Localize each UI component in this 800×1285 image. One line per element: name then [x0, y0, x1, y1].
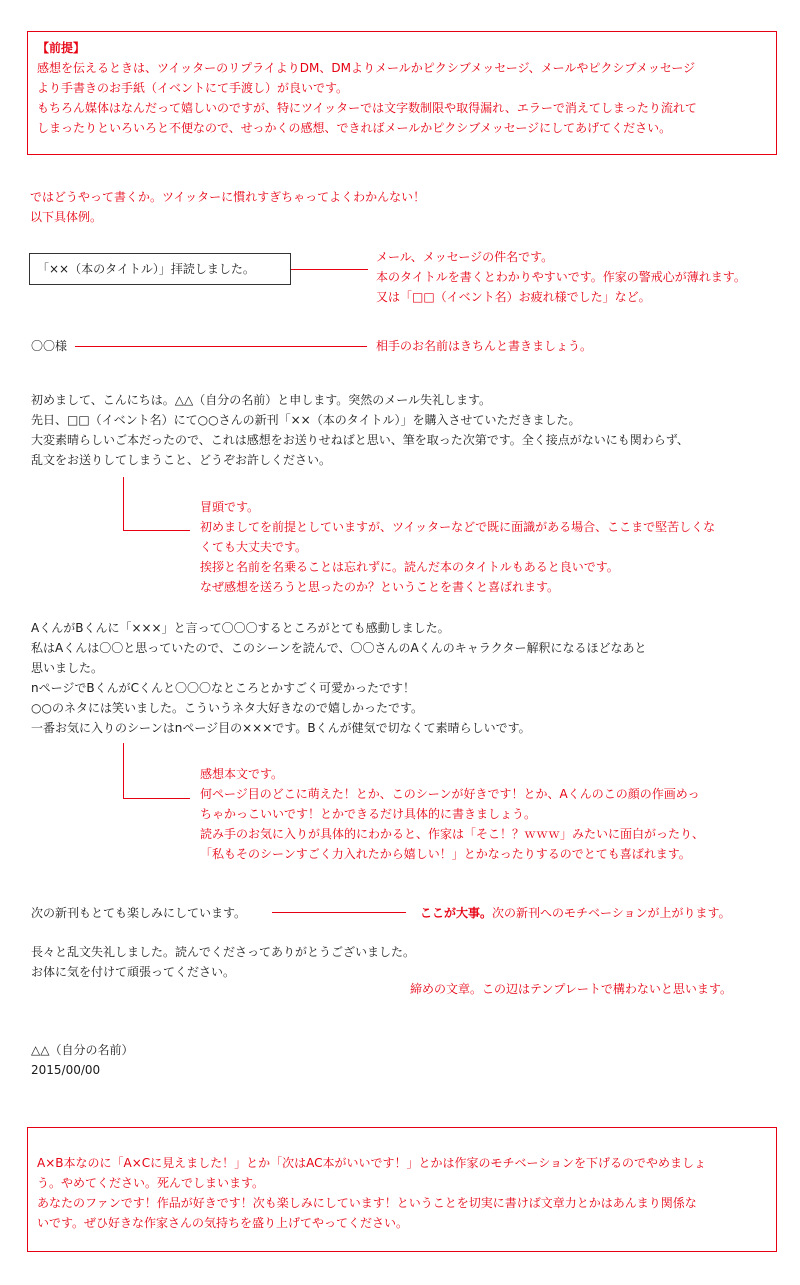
premise-line: しまったりといろいろと不便なので、せっかくの感想、できればメールかピクシブメッセージにしてあげてください。 [37, 121, 672, 135]
opening-note: くても大丈夫です。 [200, 540, 308, 554]
intro-line: ではどうやって書くか。ツイッターに慣れすぎちゃってよくわかんない！ [30, 190, 426, 204]
opening-note: 冒頭です。 [200, 500, 260, 514]
body-note: ちゃかっこいいです！とかできるだけ具体的に書きましょう。 [200, 807, 537, 821]
subject-example: 「××（本のタイトル）」拝読しました。 [37, 262, 255, 276]
opening-notes [200, 497, 715, 597]
next-connector-line [272, 912, 406, 913]
intro-line: 以下具体例。 [30, 210, 103, 224]
closing-line: お体に気を付けて頑張ってください。 [31, 965, 236, 979]
opening-example [31, 390, 689, 470]
premise-heading: 【前提】 [37, 41, 86, 55]
premise-text [37, 38, 772, 138]
body-line: AくんがBくんに「×××」と言って〇〇〇するところがとても感動しました。 [31, 621, 450, 635]
next-note [420, 903, 731, 923]
subject-note: 又は「□□（イベント名）お疲れ様でした」など。 [376, 290, 651, 304]
warning-line: A×B本なのに「A×Cに見えました！」とか「次はAC本がいいです！」とかは作家のモチベーションを下げるのでやめましょ [37, 1156, 707, 1170]
body-connector-horizontal [123, 798, 190, 799]
closing-example [31, 942, 415, 982]
premise-line: もちろん媒体はなんだって嬉しいのですが、特にツイッターでは文字数制限や取得漏れ、エラーで消えてしまったり流れて [37, 101, 697, 115]
body-line: nページでBくんがCくんと〇〇〇なところとかすごく可愛かったです！ [31, 681, 415, 695]
warning-line: いです。ぜひ好きな作家さんの気持ちを盛り上げてやってください。 [37, 1216, 409, 1230]
signature [31, 1040, 133, 1080]
opening-line: 先日、□□（イベント名）にて○○さんの新刊「××（本のタイトル）」を購入させていただきました。 [31, 413, 581, 427]
signature-name: △△（自分の名前） [31, 1043, 134, 1057]
subject-notes [376, 247, 746, 307]
closing-line: 長々と乱文失礼しました。読んでくださってありがとうございました。 [31, 945, 416, 959]
subject-connector-line [291, 269, 368, 270]
body-line: 一番お気に入りのシーンはnページ目の×××です。Bくんが健気で切なくて素晴らしいです。 [31, 721, 531, 735]
salutation-connector-line [75, 346, 367, 347]
opening-note: なぜ感想を送ろうと思ったのか？ということを書くと喜ばれます。 [200, 580, 560, 594]
intro-text [30, 187, 425, 227]
body-notes [200, 764, 704, 864]
next-note-rest: 次の新刊へのモチベーションが上がります。 [492, 906, 731, 920]
body-line: 私はAくんは〇〇と思っていたので、このシーンを読んで、〇〇さんのAくんのキャラクター解釈になるほどなあと [31, 641, 647, 655]
body-note: 読み手のお気に入りが具体的にわかると、作家は「そこ！？ｗｗｗ」みたいに面白がったり、 [200, 827, 705, 841]
opening-line: 初めまして、こんにちは。△△（自分の名前）と申します。突然のメール失礼します。 [31, 393, 492, 407]
opening-note: 初めましてを前提としていますが、ツイッターなどで既に面識がある場合、ここまで堅苦しくな [200, 520, 716, 534]
premise-line: 感想を伝えるときは、ツイッターのリプライよりDM、DMよりメールかピクシブメッセージ、メールやピクシブメッセージ [37, 61, 696, 75]
opening-line: 大変素晴らしいご本だったので、これは感想をお送りせねばと思い、筆を取った次第です。全く接点がないにも関わらず、 [31, 433, 689, 447]
body-line: 思いました。 [31, 661, 104, 675]
subject-note: 本のタイトルを書くとわかりやすいです。作家の警戒心が薄れます。 [376, 270, 746, 284]
warning-text [37, 1153, 772, 1233]
opening-connector-horizontal [123, 530, 190, 531]
opening-connector-vertical [123, 477, 124, 530]
premise-line: より手書きのお手紙（イベントにて手渡し）が良いです。 [37, 81, 349, 95]
closing-note: 締めの文章。この辺はテンプレートで構わないと思います。 [410, 982, 732, 996]
salutation-example: 〇〇様 [31, 339, 68, 353]
body-note: 「私もそのシーンすごく力入れたから嬉しい！」とかなったりするのでとても喜ばれます。 [200, 847, 691, 861]
next-example: 次の新刊もとても楽しみにしています。 [31, 906, 247, 920]
salutation-note: 相手のお名前はきちんと書きましょう。 [376, 339, 593, 353]
signature-date: 2015/00/00 [31, 1063, 101, 1077]
body-note: 何ページ目のどこに萌えた！とか、このシーンが好きです！とか、Aくんのこの顔の作画めっ [200, 787, 700, 801]
body-connector-vertical [123, 743, 124, 798]
warning-line: あなたのファンです！作品が好きです！次も楽しみにしています！ということを切実に書けば文章力とかはあんまり関係な [37, 1196, 697, 1210]
body-line: ○○のネタには笑いました。こういうネタ大好きなので嬉しかったです。 [31, 701, 423, 715]
opening-note: 挨拶と名前を名乗ることは忘れずに。読んだ本のタイトルもあると良いです。 [200, 560, 619, 574]
next-note-emphasis: ここが大事。 [420, 906, 493, 920]
body-example [31, 618, 646, 738]
warning-line: う。やめてください。死んでしまいます。 [37, 1176, 265, 1190]
body-note: 感想本文です。 [200, 767, 284, 781]
opening-line: 乱文をお送りしてしまうこと、どうぞお許しください。 [31, 453, 332, 467]
subject-note: メール、メッセージの件名です。 [376, 250, 554, 264]
